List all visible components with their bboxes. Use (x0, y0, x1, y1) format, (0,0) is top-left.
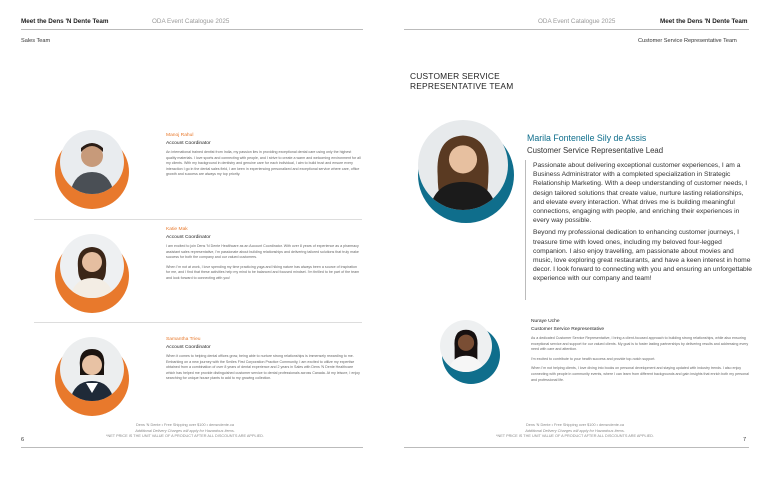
person-role: Account Coordinator (166, 345, 211, 350)
lead-bio-bar (525, 160, 526, 300)
header-left-catalog: ODA Event Catalogue 2025 (152, 18, 230, 25)
person-role: Customer Service Representative (531, 327, 605, 332)
page-number-right: 7 (743, 437, 747, 443)
header-right-catalog: ODA Event Catalogue 2025 (538, 18, 616, 25)
right-section-label: Customer Service Representative Team (638, 38, 737, 44)
avatar-nuraye (440, 320, 492, 372)
section-divider (34, 322, 362, 323)
header-rule-right (404, 29, 749, 30)
person-name: Manoj Rahul (166, 133, 194, 138)
left-section-label: Sales Team (21, 38, 51, 44)
avatar-marila (418, 120, 508, 210)
avatar-manoj (60, 130, 124, 194)
avatar-samantha (60, 337, 124, 401)
footer-right: Dens 'N Dente • Free Shipping over $100 • densndente.ca Additional Delivery Charges will apply for Hazardous Items. *NET PRICE IS THE UNIT VALUE OF A PRODUCT AFTER ALL DISCOUNTS ARE APPLIED. (496, 423, 654, 438)
person-bio: I am excited to join Dens 'N Dente Healthcare as an Account Coordinator. With over 8 years of experience as a pharmacy assistant sales representative, I'm passionate about building relationships and delivering tailored solutions that truly make success for both the company and our valued customers. When I'm not at work, I love spending my time practicing yoga and hiking nature has always been a source of inspiration for me, and I find that these activities help my mind to be balanced and focused mindset. I'm thrilled to be part of the team and look forward to connecting with you! (166, 244, 360, 280)
footer-rule-right (404, 447, 749, 448)
person-name: Katie Mak (166, 227, 188, 232)
lead-role: Customer Service Representative Lead (527, 146, 664, 155)
person-name: Nuraye Uche (531, 319, 560, 324)
person-name: Samantha Trieu (166, 337, 201, 342)
person-role: Account Coordinator (166, 235, 211, 240)
person-role: Account Coordinator (166, 141, 211, 146)
lead-name: Marila Fontenelle Sily de Assis (527, 133, 647, 143)
header-rule-left (21, 29, 363, 30)
footer-left: Dens 'N Dente • Free Shipping over $100 • densndente.ca Additional Delivery Charges will apply for Hazardous Items. *NET PRICE IS THE UNIT VALUE OF A PRODUCT AFTER ALL DISCOUNTS ARE APPLIED. (106, 423, 264, 438)
lead-bio: Passionate about delivering exceptional customer experiences, I am a Business Administrator with a completed specialization in Strategic Relationship Marketing. With a deep understanding of customer needs, I design tailored solutions that create value, nurture lasting relationships, and elevate every interaction. What drives me is building meaningful connections, engaging with people, and enriching their experiences in every way possible. Beyond my professional dedication to enhancing customer journeys, I treasure time with loved ones, including my beloved four-legged companion. I also enjoy travelling, am passionate about movies and music, love exploring great restaurants, and have a keen interest in home decor. I look forward to connecting with you and ensuring an unforgettable experience with our company and team! (533, 162, 752, 283)
header-right-team: Meet the Dens 'N Dente Team (660, 18, 748, 25)
person-bio: As a dedicated Customer Service Representative, I bring a client-focused approach to building strong relationships, while also ensuring exceptional service and support for our valued clients. My goal is to foster lasting partnerships by delivering results and addressing every need with care and attention. I'm excited to contribute to your health success and provide top-notch support. When I'm not helping clients, I love diving into books on personal development and staying updated with industry trends. I also enjoy connecting with people in community events, where I can learn from different backgrounds and gain insights that enrich both my personal and professional life. (531, 336, 749, 382)
footer-rule-left (21, 447, 363, 448)
person-bio: When it comes to helping dental offices grow, being able to nurture strong relationships is immensely rewarding to me. Embarking on a new journey with the Smiles First Corporation Practice Community, I am excited to utilize my expertise obtained from a combination of over 8 years of dental experience and 2 years in Sales with Dens 'N Dente Healthcare which has helped me provide distinguished customer service to dental professionals across Canada. At my leisure, I enjoy searching for unique house plants to add to my growing collection. (166, 354, 360, 381)
header-left-team: Meet the Dens 'N Dente Team (21, 18, 109, 25)
section-divider (34, 219, 362, 220)
avatar-katie (60, 234, 124, 298)
person-bio: An international trained dentist from India, my passion lies in providing exceptional dental care using only the highest quality materials. I love sports and connecting with people, and I strive to create a warm and welcoming environment for all my clients. With my background in dentistry and genuine care for each individual, I aim to build trust and ensure every interaction I go in the dental sales field, I am keen in experiencing personalized and exceptional service where care, office growth and success are always my top priority. (166, 150, 361, 177)
section-title: CUSTOMER SERVICE REPRESENTATIVE TEAM (410, 71, 514, 91)
page-number-left: 6 (21, 437, 25, 443)
